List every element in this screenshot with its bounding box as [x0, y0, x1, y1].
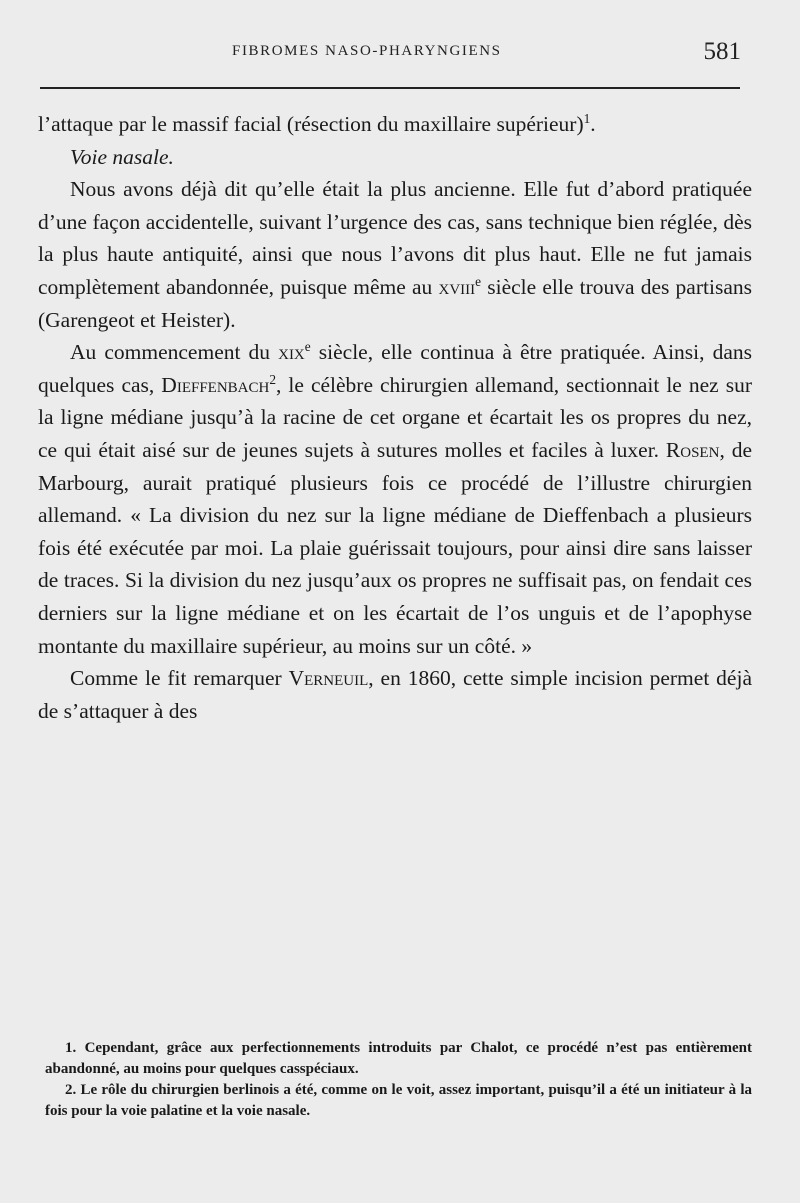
footnote-ref-2: 2 — [269, 371, 277, 387]
page-number: 581 — [703, 38, 741, 65]
paragraph-1: l’attaque par le massif facial (résection du maxillaire supérieur)$^1$. — [38, 110, 596, 136]
footnote-ref-1: 1 — [583, 110, 591, 126]
paragraph-3: Au commencement du xix$^e$ siècle, elle continua à être pratiquée. Ainsi, dans quelques cas, Dieffenbach$^2$, le célèbre chirurgien allemand, sectionnait le nez sur la ligne médiane jusqu’à la racine de cet organe et écartait les os propres du nez, ce qui était aisé sur de jeunes sujets à sutures molles et faciles à luxer. Rosen, de Marbourg, aurait pratiqué plusieurs fois ce procédé de l’illustre chirurgien allemand. « La division du nez sur la ligne médiane de Dieffenbach a plusieurs fois été exécutée par moi. La plaie guérissait toujours, pour ainsi dire sans laisser de traces. Si la division du nez jusqu’aux os propres ne suffisait pas, on fendait ces derniers sur la ligne médiane et on les écartait de l’os unguis et de l’apophyse montante du maxillaire supérieur, au moins sur un côté. » — [38, 339, 752, 658]
header-rule — [40, 87, 740, 89]
footnote-2: 2. Le rôle du chirurgien berlinois a été, comme on le voit, assez important, puisqu’il a été un initiateur à la fois pour la voie palatine et la voie nasale. — [45, 1082, 752, 1119]
paragraph-2: Nous avons déjà dit qu’elle était la plus ancienne. Elle fut d’abord pratiquée d’une façon accidentelle, suivant l’urgence des cas, sans technique bien réglée, dès la plus haute antiquité, ainsi que nous l’avons dit plus haut. Elle ne fut jamais complètement abandonnée, puisque même au xviii$^e$ siècle elle trouva des partisans (Garengeot et Heister). — [38, 177, 752, 332]
main-text — [38, 108, 752, 727]
section-heading: Voie nasale. — [70, 144, 174, 169]
footnote-1: 1. Cependant, grâce aux perfectionnements introduits par Chalot, ce procédé n’est pas entièrement abandonné, au moins pour quelques casspéciaux. — [45, 1040, 752, 1077]
footnotes — [45, 1038, 752, 1122]
running-header — [38, 38, 741, 78]
author-name-dieffenbach: Dieffenbach — [161, 372, 270, 397]
author-name-rosen: Rosen — [665, 437, 720, 462]
author-name-verneuil: Verneuil — [288, 666, 369, 691]
running-title: FIBROMES NASO-PHARYNGIENS — [232, 43, 502, 59]
paragraph-4: Comme le fit remarquer Verneuil, en 1860, cette simple incision permet déjà de s’attaquer à des — [38, 666, 752, 723]
